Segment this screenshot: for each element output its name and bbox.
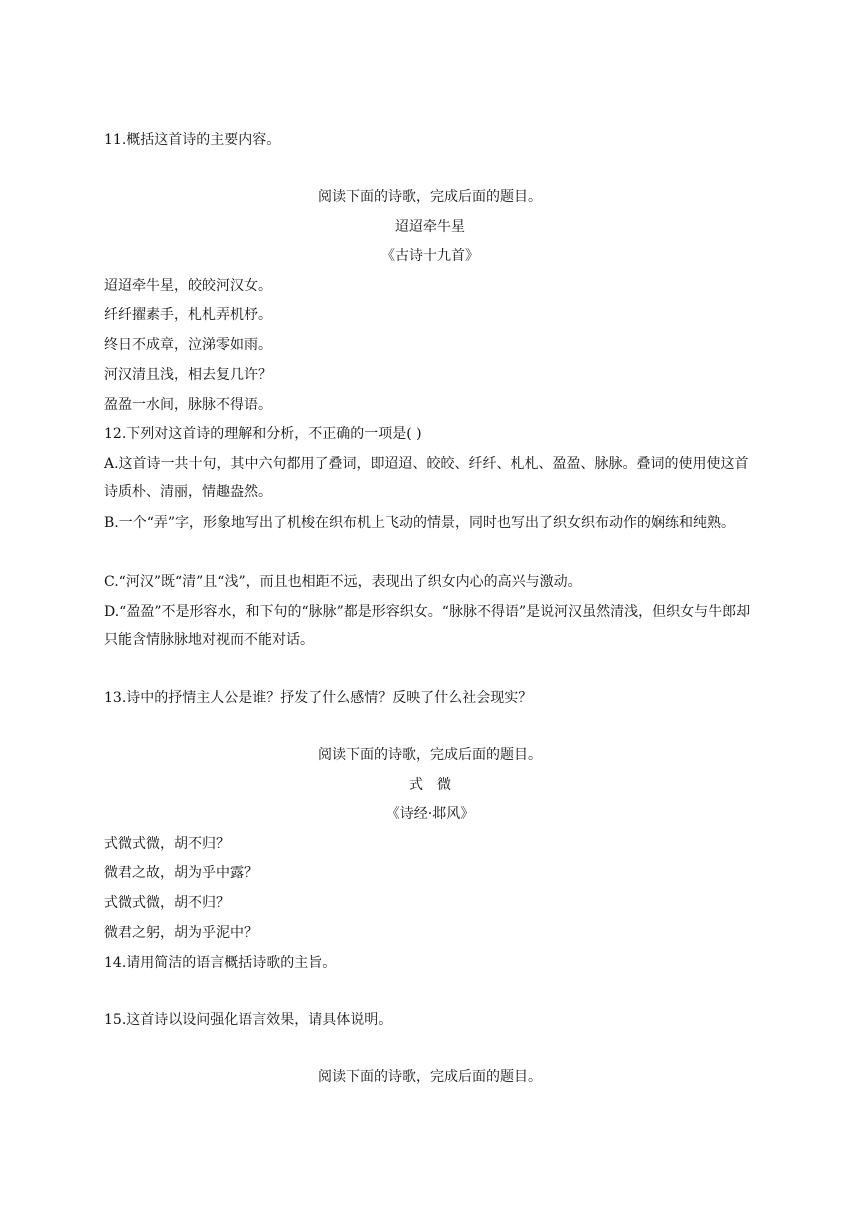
poem-line: 迢迢牵牛星，皎皎河汉女。 bbox=[104, 278, 272, 294]
question-12-stem: 12.下列对这首诗的理解和分析，不正确的一项是( ) bbox=[104, 426, 422, 442]
question-12-option-b: B.一个“弄”字，形象地写出了机梭在织布机上飞动的情景，同时也写出了织女织布动作的娴练和纯熟。 bbox=[104, 515, 736, 531]
poem-line: 纤纤擢素手，札札弄机杼。 bbox=[104, 307, 272, 323]
poem-line: 微君之故，胡为乎中露？ bbox=[104, 865, 258, 881]
poem-line: 河汉清且浅，相去复几许？ bbox=[104, 367, 272, 383]
poem-source-gushi: 《古诗十九首》 bbox=[381, 248, 479, 264]
section2-intro: 阅读下面的诗歌，完成后面的题目。 bbox=[318, 189, 542, 205]
question-12-option-d: D.“盈盈”不是形容水，和下句的“脉脉”都是形容织女。“脉脉不得语”是说河汉虽然清浅，但织女与牛郎却只能含情脉脉地对视而不能对话。 bbox=[104, 604, 751, 648]
poem-line: 微君之躬，胡为乎泥中？ bbox=[104, 925, 258, 941]
question-12-option-c: C.“河汉”既“清”且“浅”，而且也相距不远，表现出了织女内心的高兴与激动。 bbox=[104, 574, 582, 590]
poem-line: 式微式微，胡不归？ bbox=[104, 895, 230, 911]
question-14: 14.请用简洁的语言概括诗歌的主旨。 bbox=[104, 955, 337, 971]
section4-intro: 阅读下面的诗歌，完成后面的题目。 bbox=[318, 1069, 542, 1085]
poem-line: 式微式微，胡不归？ bbox=[104, 836, 230, 852]
question-12-option-a: A.这首诗一共十句，其中六句都用了叠词，即迢迢、皎皎、纤纤、札札、盈盈、脉脉。叠词的使用使这首诗质朴、清丽，情趣盎然。 bbox=[104, 456, 749, 500]
poem-title-tiaotiao: 迢迢牵牛星 bbox=[395, 219, 465, 235]
poem-line: 盈盈一水间，脉脉不得语。 bbox=[104, 397, 272, 413]
poem-line: 终日不成章，泣涕零如雨。 bbox=[104, 337, 272, 353]
poem-title-shiwei: 式 微 bbox=[409, 777, 451, 793]
question-11: 11.概括这首诗的主要内容。 bbox=[104, 132, 281, 148]
poem-source-shijing: 《诗经·邶风》 bbox=[385, 806, 475, 822]
question-13: 13.诗中的抒情主人公是谁？抒发了什么感情？反映了什么社会现实？ bbox=[104, 690, 533, 706]
question-15: 15.这首诗以设问强化语言效果，请具体说明。 bbox=[104, 1012, 393, 1028]
section3-intro: 阅读下面的诗歌，完成后面的题目。 bbox=[318, 747, 542, 763]
